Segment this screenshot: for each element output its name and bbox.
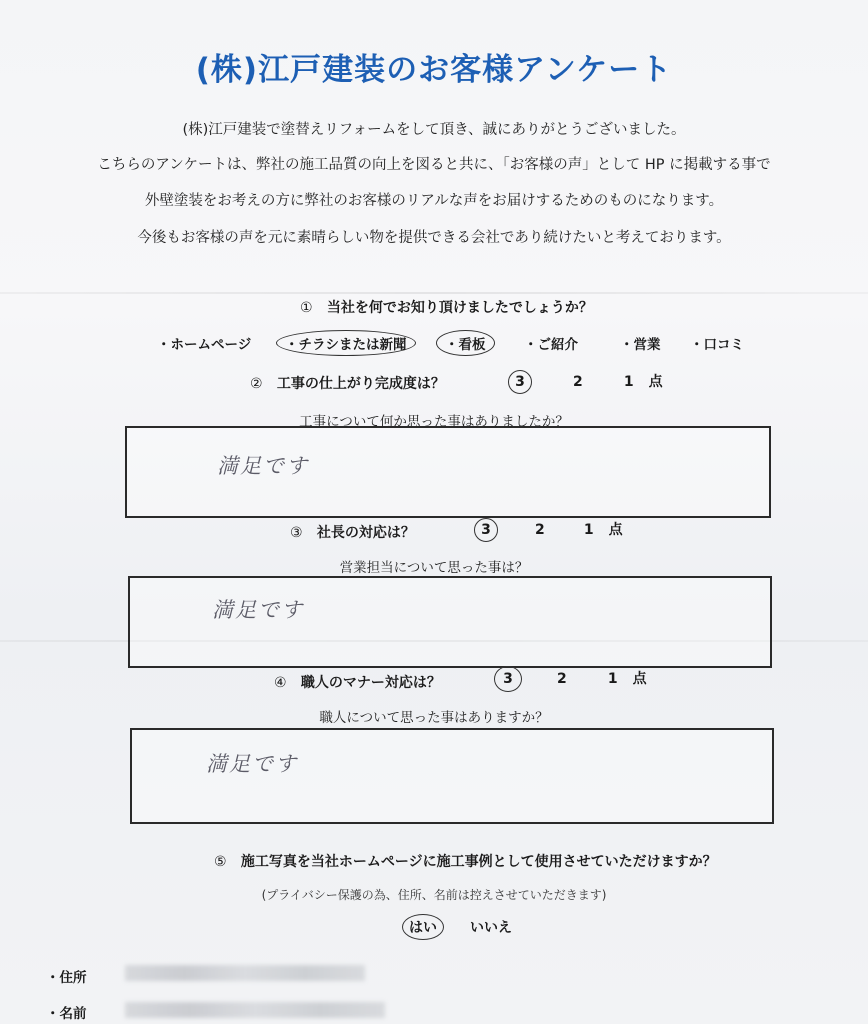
question-3-answer-text: 満足です	[212, 598, 304, 622]
question-5	[214, 851, 717, 871]
question-3-text: 社長の対応は？	[316, 525, 415, 541]
question-2-ratings	[508, 370, 663, 394]
question-4	[274, 672, 441, 692]
question-1	[300, 297, 593, 317]
name-redacted	[125, 1002, 385, 1018]
rating-2[interactable]: 2	[557, 671, 567, 687]
question-4-answer-text: 満足です	[206, 752, 298, 776]
question-5-number: ⑤	[214, 854, 227, 870]
question-4-number: ④	[274, 675, 287, 691]
intro-line-3: 外壁塗装をお考えの方に弊社のお客様のリアルな声をお届けするためのものになります。	[144, 193, 724, 209]
question-2	[250, 373, 445, 393]
rating-2[interactable]: 2	[573, 374, 583, 390]
rating-1[interactable]: 1	[623, 374, 634, 390]
question-4-subprompt: 職人について思った事はありますか？	[319, 710, 549, 726]
option-referral[interactable]: ・ご紹介	[524, 337, 578, 353]
question-2-number: ②	[250, 376, 263, 392]
question-3-answer-box[interactable]	[128, 576, 772, 668]
question-3	[290, 522, 415, 542]
intro-line-1: (株)江戸建装で塗替えリフォームをして頂き、誠にありがとうございました。	[182, 122, 686, 138]
rating-1[interactable]: 1	[583, 522, 594, 538]
question-4-text: 職人のマナー対応は？	[300, 675, 441, 691]
address-redacted	[125, 965, 365, 981]
option-signboard[interactable]: ・看板	[436, 330, 495, 356]
question-5-text: 施工写真を当社ホームページに施工事例として使用させていただけますか？	[240, 854, 717, 870]
question-3-subprompt: 営業担当について思った事は？	[339, 560, 529, 576]
privacy-note: (プライバシー保護の為、住所、名前は控えさせていただきます)	[261, 888, 607, 902]
rating-unit: 点	[632, 671, 647, 687]
address-label: ・住所	[46, 970, 87, 986]
survey-title: (株)江戸建装のお客様アンケート	[195, 52, 673, 88]
question-1-number: ①	[300, 300, 313, 316]
question-3-ratings	[474, 518, 623, 542]
intro-line-2: こちらのアンケートは、弊社の施工品質の向上を図ると共に、「お客様の声」として HP に掲載する事で	[97, 157, 771, 173]
rating-2[interactable]: 2	[535, 522, 545, 538]
rating-3-selected[interactable]: 3	[494, 666, 522, 692]
answer-no[interactable]: いいえ	[470, 920, 512, 936]
question-2-answer-box[interactable]	[125, 426, 771, 518]
rating-3-selected[interactable]: 3	[474, 518, 498, 542]
question-2-answer-text: 満足です	[217, 454, 309, 478]
answer-yes-selected[interactable]: はい	[402, 914, 444, 940]
option-word-of-mouth[interactable]: ・口コミ	[690, 337, 744, 353]
rating-3-selected[interactable]: 3	[508, 370, 532, 394]
paper-fold-line	[0, 292, 868, 294]
question-2-text: 工事の仕上がり完成度は？	[276, 376, 445, 392]
option-homepage[interactable]: ・ホームページ	[157, 337, 252, 353]
rating-unit: 点	[648, 374, 663, 390]
rating-unit: 点	[608, 522, 623, 538]
question-1-text: 当社を何でお知り頂けましたでしょうか？	[326, 300, 593, 316]
option-sales[interactable]: ・営業	[620, 337, 661, 353]
name-label: ・名前	[46, 1006, 87, 1022]
option-flyer-newspaper[interactable]: ・チラシまたは新聞	[276, 330, 416, 356]
rating-1[interactable]: 1	[607, 671, 618, 687]
question-2-subprompt: 工事について何か思った事はありましたか？	[299, 414, 569, 430]
question-3-number: ③	[290, 525, 303, 541]
intro-line-4: 今後もお客様の声を元に素晴らしい物を提供できる会社であり続けたいと考えております。	[137, 230, 731, 246]
question-4-ratings	[494, 666, 647, 692]
question-4-answer-box[interactable]	[130, 728, 774, 824]
